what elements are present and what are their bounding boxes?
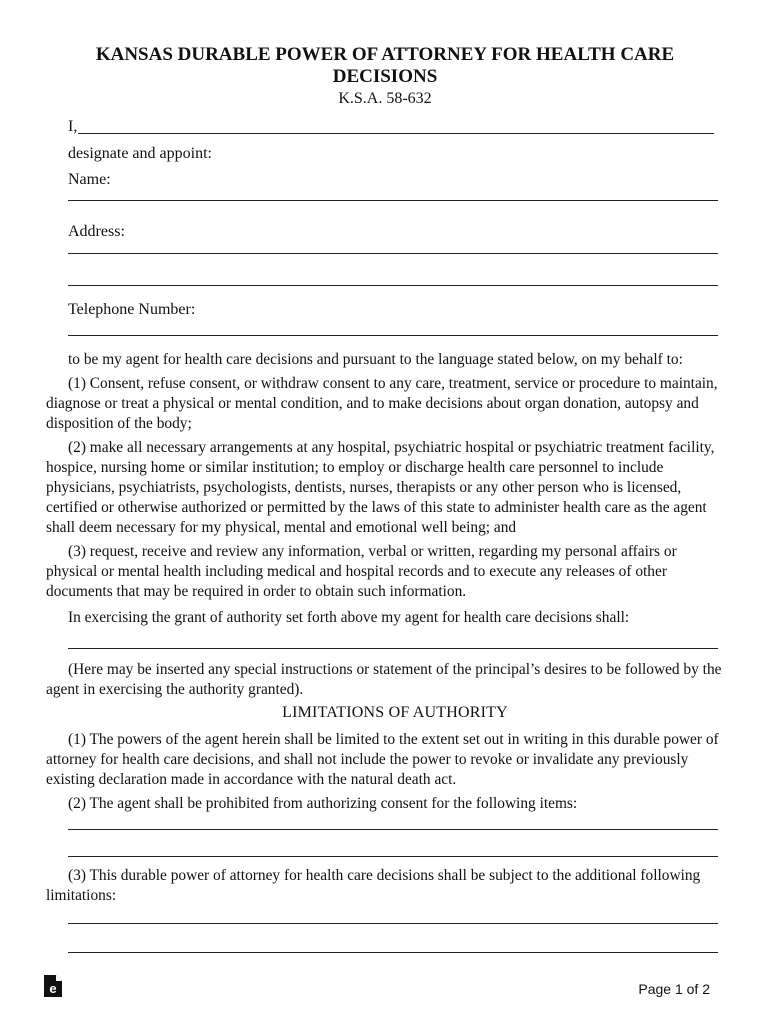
principal-label: I, bbox=[68, 118, 78, 135]
special-instructions-paragraph: (Here may be inserted any special instructions or statement of the principal’s desires to be followed by the agent in exercising the authority granted). bbox=[46, 661, 722, 698]
power-2-paragraph: (2) make all necessary arrangements at any hospital, psychiatric hospital or psychiatric treatment facility, hospice, nursing home or similar institution; to employ or discharge health care personnel to include physicians, psychiatrists, psychologists, dentists, nurses, therapists or any other person who is licensed, certified or otherwise authorized or permitted by the laws of this state to administer health care as the agent shall deem necessary for my physical, mental and emotional well being; and bbox=[46, 439, 715, 536]
instructions-field[interactable] bbox=[68, 648, 718, 649]
svg-text:e: e bbox=[49, 981, 57, 996]
agent-address-label: Address: bbox=[68, 223, 125, 240]
document-title: KANSAS DURABLE POWER OF ATTORNEY FOR HEALTH CARE DECISIONS bbox=[95, 44, 675, 87]
document-e-icon bbox=[44, 975, 62, 997]
designate-text: designate and appoint: bbox=[68, 145, 212, 162]
limitation-1-paragraph: (1) The powers of the agent herein shall be limited to the extent set out in writing in this durable power of attorney for health care decisions, and shall not include the power to revoke or invalidate any previously existing declaration made in accordance with the natural death act. bbox=[46, 731, 719, 788]
exercising-text: In exercising the grant of authority set forth above my agent for health care decisions shall: bbox=[68, 609, 630, 626]
power-3-paragraph: (3) request, receive and review any information, verbal or written, regarding my personal affairs or physical or mental health including medical and hospital records and to execute any releases of other documents that may be required in order to obtain such information. bbox=[46, 543, 677, 600]
additional-limitations-field-2[interactable] bbox=[68, 952, 718, 953]
limitation-2-paragraph: (2) The agent shall be prohibited from authorizing consent for the following items: bbox=[68, 795, 578, 812]
agent-intro-text: to be my agent for health care decisions and pursuant to the language stated below, on my behalf to: bbox=[68, 351, 683, 368]
prohibited-items-field-2[interactable] bbox=[68, 856, 718, 857]
statute-reference: K.S.A. 58-632 bbox=[338, 90, 432, 107]
power-1-paragraph: (1) Consent, refuse consent, or withdraw consent to any care, treatment, service or procedure to maintain, diagnose or treat a physical or mental condition, and to make decisions about organ donation, autopsy and disposition of the body; bbox=[46, 375, 718, 432]
agent-name-label: Name: bbox=[68, 171, 111, 188]
agent-name-field[interactable] bbox=[68, 200, 718, 201]
agent-address-field-1[interactable] bbox=[68, 253, 718, 254]
principal-name-field[interactable] bbox=[78, 133, 714, 134]
page-number: Page 1 of 2 bbox=[638, 981, 710, 997]
agent-address-field-2[interactable] bbox=[68, 285, 718, 286]
prohibited-items-field-1[interactable] bbox=[68, 829, 718, 830]
agent-telephone-field[interactable] bbox=[68, 335, 718, 336]
limitation-3-paragraph: (3) This durable power of attorney for health care decisions shall be subject to the additional following limitations: bbox=[46, 867, 701, 904]
limitations-heading: LIMITATIONS OF AUTHORITY bbox=[282, 704, 508, 721]
agent-telephone-label: Telephone Number: bbox=[68, 301, 196, 318]
additional-limitations-field-1[interactable] bbox=[68, 923, 718, 924]
